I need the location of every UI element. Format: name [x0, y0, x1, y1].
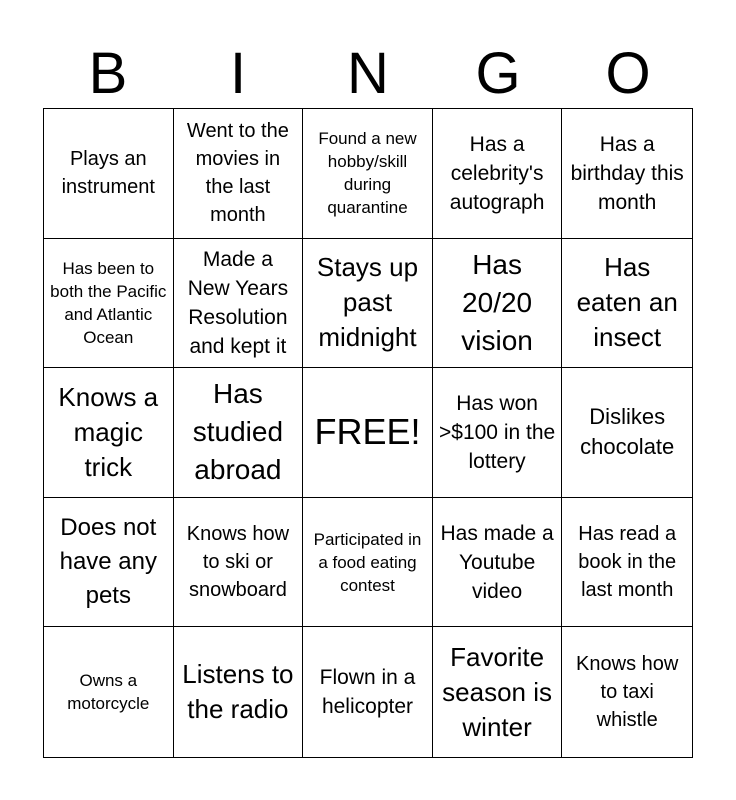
bingo-cell[interactable] [44, 627, 174, 757]
bingo-cell-free[interactable] [303, 368, 433, 498]
bingo-cell-text: Knows a magic trick [58, 381, 159, 482]
bingo-cell-text: Has a celebrity's autograph [449, 132, 545, 214]
bingo-cell-text: Has made a Youtube video [440, 521, 554, 603]
bingo-cell-text: Has studied abroad [192, 378, 284, 486]
bingo-cell[interactable] [303, 498, 433, 628]
bingo-cell-text: Does not have any pets [59, 514, 157, 610]
bingo-header [43, 40, 693, 108]
bingo-cell-text: Listens to the radio [182, 659, 294, 725]
bingo-cell[interactable] [433, 368, 563, 498]
bingo-cell[interactable] [433, 627, 563, 757]
bingo-cell-text: Has won >$100 in the lottery [439, 391, 556, 473]
bingo-cell[interactable] [433, 239, 563, 369]
bingo-cell[interactable] [562, 109, 692, 239]
bingo-cell[interactable] [44, 239, 174, 369]
header-letter-o: O [605, 41, 651, 106]
bingo-cell-text: Made a New Years Resolution and kept it [187, 247, 289, 358]
bingo-cell[interactable] [433, 109, 563, 239]
bingo-cell-text: Owns a motorcycle [67, 671, 150, 714]
bingo-cell-text: Has eaten an insect [576, 252, 678, 353]
bingo-cell-text: Has 20/20 vision [461, 248, 533, 356]
free-space-text: FREE! [314, 411, 421, 453]
bingo-cell-text: Has read a book in the last month [578, 523, 677, 602]
bingo-cell-text: Found a new hobby/skill during quarantine [318, 129, 417, 218]
bingo-cell[interactable] [44, 368, 174, 498]
bingo-cell-text: Knows how to ski or snowboard [186, 523, 290, 602]
bingo-cell[interactable] [303, 109, 433, 239]
bingo-cell[interactable] [174, 368, 304, 498]
bingo-cell-text: Went to the movies in the last month [186, 120, 289, 227]
bingo-cell[interactable] [174, 627, 304, 757]
bingo-grid [43, 108, 693, 758]
bingo-cell[interactable] [174, 239, 304, 369]
bingo-cell[interactable] [44, 109, 174, 239]
bingo-cell-text: Knows how to taxi whistle [576, 653, 679, 732]
bingo-cell[interactable] [174, 498, 304, 628]
bingo-cell[interactable] [303, 627, 433, 757]
bingo-cell-text: Has been to both the Pacific and Atlantic Ocean [50, 258, 167, 347]
bingo-cell-text: Has a birthday this month [570, 132, 684, 214]
bingo-cell-text: Participated in a food eating contest [313, 529, 422, 595]
bingo-cell[interactable] [562, 498, 692, 628]
header-letter-b: B [88, 41, 128, 106]
bingo-cell[interactable] [562, 239, 692, 369]
bingo-cell[interactable] [433, 498, 563, 628]
bingo-cell-text: Stays up past midnight [316, 252, 419, 353]
header-letter-g: G [475, 41, 521, 106]
header-letter-n: N [347, 41, 389, 106]
bingo-cell-text: Favorite season is winter [442, 641, 553, 742]
bingo-cell[interactable] [44, 498, 174, 628]
bingo-cell[interactable] [174, 109, 304, 239]
bingo-cell[interactable] [562, 627, 692, 757]
bingo-cell[interactable] [562, 368, 692, 498]
bingo-cell-text: Flown in a helicopter [319, 666, 416, 719]
bingo-cell-text: Dislikes chocolate [580, 404, 675, 460]
bingo-cell-text: Plays an instrument [61, 148, 155, 199]
bingo-cell[interactable] [303, 239, 433, 369]
header-letter-i: I [229, 41, 247, 106]
